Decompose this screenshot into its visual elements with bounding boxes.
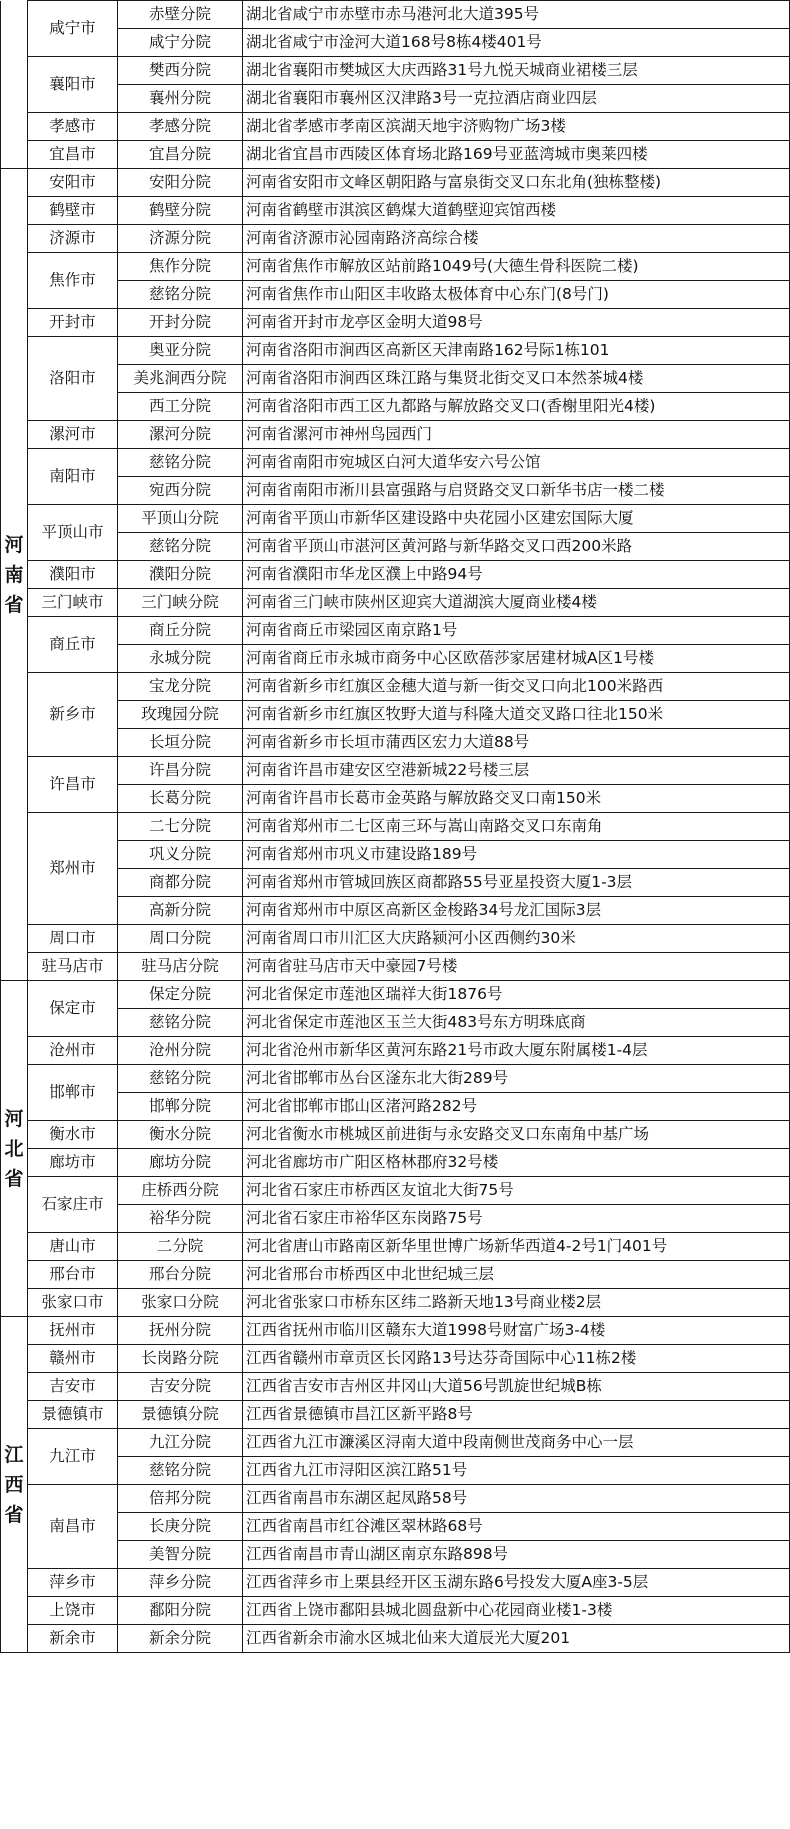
address-cell: 湖北省襄阳市樊城区大庆西路31号九悦天城商业裙楼三层: [243, 57, 790, 85]
address-cell: 河南省驻马店市天中豪园7号楼: [243, 953, 790, 981]
table-row: [1, 169, 790, 197]
branch-cell: 永城分院: [118, 645, 243, 673]
address-cell: 江西省南昌市青山湖区南京东路898号: [243, 1541, 790, 1569]
address-cell: 河南省平顶山市新华区建设路中央花园小区建宏国际大厦: [243, 505, 790, 533]
branch-cell: 长葛分院: [118, 785, 243, 813]
table-row: [1, 897, 790, 925]
table-row: [1, 1597, 790, 1625]
address-cell: 湖北省咸宁市赤壁市赤马港河北大道395号: [243, 1, 790, 29]
address-cell: 河北省保定市莲池区瑞祥大街1876号: [243, 981, 790, 1009]
table-row: [1, 1401, 790, 1429]
table-row: [1, 1541, 790, 1569]
address-cell: 河南省焦作市解放区站前路1049号(大德生骨科医院二楼): [243, 253, 790, 281]
city-cell: 沧州市: [28, 1037, 118, 1065]
table-row: [1, 1205, 790, 1233]
city-cell: 张家口市: [28, 1289, 118, 1317]
table-row: [1, 1009, 790, 1037]
city-cell: 宜昌市: [28, 141, 118, 169]
table-row: [1, 1261, 790, 1289]
city-cell: 濮阳市: [28, 561, 118, 589]
address-cell: 河南省许昌市建安区空港新城22号楼三层: [243, 757, 790, 785]
table-row: [1, 1121, 790, 1149]
table-row: [1, 757, 790, 785]
city-cell: 邢台市: [28, 1261, 118, 1289]
address-cell: 河南省洛阳市涧西区高新区天津南路162号际1栋101: [243, 337, 790, 365]
city-cell: 南昌市: [28, 1485, 118, 1569]
address-cell: 河北省石家庄市桥西区友谊北大街75号: [243, 1177, 790, 1205]
branch-cell: 焦作分院: [118, 253, 243, 281]
city-cell: 抚州市: [28, 1317, 118, 1345]
branch-cell: 慈铭分院: [118, 281, 243, 309]
address-cell: 江西省景德镇市昌江区新平路8号: [243, 1401, 790, 1429]
address-cell: 河南省漯河市神州鸟园西门: [243, 421, 790, 449]
address-cell: 河北省邯郸市丛台区滏东北大街289号: [243, 1065, 790, 1093]
table-row: [1, 197, 790, 225]
table-row: [1, 477, 790, 505]
address-cell: 河北省保定市莲池区玉兰大街483号东方明珠底商: [243, 1009, 790, 1037]
city-cell: 萍乡市: [28, 1569, 118, 1597]
table-row: [1, 85, 790, 113]
branch-cell: 慈铭分院: [118, 1065, 243, 1093]
branch-cell: 濮阳分院: [118, 561, 243, 589]
table-row: [1, 365, 790, 393]
table-row: [1, 589, 790, 617]
city-cell: 许昌市: [28, 757, 118, 813]
branch-cell: 周口分院: [118, 925, 243, 953]
address-cell: 河北省唐山市路南区新华里世博广场新华西道4-2号1门401号: [243, 1233, 790, 1261]
city-cell: 保定市: [28, 981, 118, 1037]
branch-cell: 开封分院: [118, 309, 243, 337]
branch-cell: 巩义分院: [118, 841, 243, 869]
city-cell: 吉安市: [28, 1373, 118, 1401]
address-cell: 江西省九江市濂溪区浔南大道中段南侧世茂商务中心一层: [243, 1429, 790, 1457]
city-cell: 济源市: [28, 225, 118, 253]
city-cell: 九江市: [28, 1429, 118, 1485]
city-cell: 鹤壁市: [28, 197, 118, 225]
city-cell: 襄阳市: [28, 57, 118, 113]
city-cell: 上饶市: [28, 1597, 118, 1625]
table-row: [1, 1093, 790, 1121]
branch-cell: 平顶山分院: [118, 505, 243, 533]
branch-cell: 鄱阳分院: [118, 1597, 243, 1625]
branch-cell: 吉安分院: [118, 1373, 243, 1401]
address-cell: 江西省萍乡市上栗县经开区玉湖东路6号投发大厦A座3-5层: [243, 1569, 790, 1597]
branch-cell: 美智分院: [118, 1541, 243, 1569]
branch-cell: 邯郸分院: [118, 1093, 243, 1121]
branch-cell: 保定分院: [118, 981, 243, 1009]
city-cell: 新乡市: [28, 673, 118, 757]
branch-cell: 襄州分院: [118, 85, 243, 113]
province-cell: [1, 1317, 28, 1653]
address-cell: 河南省濮阳市华龙区濮上中路94号: [243, 561, 790, 589]
table-row: [1, 449, 790, 477]
table-row: [1, 1177, 790, 1205]
address-cell: 河南省新乡市红旗区金穗大道与新一街交叉口向北100米路西: [243, 673, 790, 701]
branch-cell: 裕华分院: [118, 1205, 243, 1233]
branch-cell: 二七分院: [118, 813, 243, 841]
table-row: [1, 1569, 790, 1597]
city-cell: 石家庄市: [28, 1177, 118, 1233]
branch-cell: 新余分院: [118, 1625, 243, 1653]
branch-cell: 樊西分院: [118, 57, 243, 85]
table-row: [1, 421, 790, 449]
city-cell: 唐山市: [28, 1233, 118, 1261]
branch-cell: 慈铭分院: [118, 1457, 243, 1485]
table-row: [1, 1317, 790, 1345]
branch-cell: 咸宁分院: [118, 29, 243, 57]
table-row: [1, 29, 790, 57]
branch-cell: 慈铭分院: [118, 1009, 243, 1037]
branch-cell: 许昌分院: [118, 757, 243, 785]
city-cell: 南阳市: [28, 449, 118, 505]
branch-cell: 二分院: [118, 1233, 243, 1261]
table-row: [1, 1625, 790, 1653]
branch-cell: 沧州分院: [118, 1037, 243, 1065]
table-row: [1, 253, 790, 281]
branch-cell: 宝龙分院: [118, 673, 243, 701]
table-row: [1, 141, 790, 169]
city-cell: 郑州市: [28, 813, 118, 925]
branch-cell: 长垣分院: [118, 729, 243, 757]
address-cell: 江西省吉安市吉州区井冈山大道56号凯旋世纪城B栋: [243, 1373, 790, 1401]
branch-cell: 西工分院: [118, 393, 243, 421]
address-cell: 河南省周口市川汇区大庆路颍河小区西侧约30米: [243, 925, 790, 953]
city-cell: 焦作市: [28, 253, 118, 309]
branch-cell: 张家口分院: [118, 1289, 243, 1317]
address-cell: 河南省洛阳市涧西区珠江路与集贤北街交叉口本然茶城4楼: [243, 365, 790, 393]
address-cell: 河南省许昌市长葛市金英路与解放路交叉口南150米: [243, 785, 790, 813]
branch-cell: 驻马店分院: [118, 953, 243, 981]
table-row: [1, 729, 790, 757]
table-row: [1, 225, 790, 253]
city-cell: 三门峡市: [28, 589, 118, 617]
address-cell: 河南省南阳市淅川县富强路与启贤路交叉口新华书店一楼二楼: [243, 477, 790, 505]
table-row: [1, 281, 790, 309]
table-row: [1, 645, 790, 673]
city-cell: 景德镇市: [28, 1401, 118, 1429]
address-cell: 江西省新余市渝水区城北仙来大道辰光大厦201: [243, 1625, 790, 1653]
city-cell: 赣州市: [28, 1345, 118, 1373]
city-cell: 驻马店市: [28, 953, 118, 981]
table-row: [1, 1513, 790, 1541]
branch-cell: 倍邦分院: [118, 1485, 243, 1513]
city-cell: 新余市: [28, 1625, 118, 1653]
branch-cell: 景德镇分院: [118, 1401, 243, 1429]
city-cell: 平顶山市: [28, 505, 118, 561]
table-row: [1, 1345, 790, 1373]
table-row: [1, 953, 790, 981]
city-cell: 洛阳市: [28, 337, 118, 421]
branch-cell: 济源分院: [118, 225, 243, 253]
table-row: [1, 1429, 790, 1457]
address-cell: 江西省抚州市临川区赣东大道1998号财富广场3-4楼: [243, 1317, 790, 1345]
address-cell: 江西省上饶市鄱阳县城北圆盘新中心花园商业楼1-3楼: [243, 1597, 790, 1625]
table-row: [1, 337, 790, 365]
province-label: 河南省: [4, 533, 24, 616]
address-cell: 江西省赣州市章贡区长冈路13号达芬奇国际中心11栋2楼: [243, 1345, 790, 1373]
address-cell: 河南省焦作市山阳区丰收路太极体育中心东门(8号门): [243, 281, 790, 309]
table-row: [1, 1373, 790, 1401]
table-row: [1, 869, 790, 897]
province-label: 江西省: [4, 1443, 24, 1526]
branch-cell: 奥亚分院: [118, 337, 243, 365]
address-cell: 河南省南阳市宛城区白河大道华安六号公馆: [243, 449, 790, 477]
table-row: [1, 309, 790, 337]
province-cell: [1, 1, 28, 169]
table-row: [1, 701, 790, 729]
branch-cell: 高新分院: [118, 897, 243, 925]
table-row: [1, 1233, 790, 1261]
address-cell: 河南省开封市龙亭区金明大道98号: [243, 309, 790, 337]
branch-cell: 商丘分院: [118, 617, 243, 645]
branch-cell: 邢台分院: [118, 1261, 243, 1289]
table-row: [1, 1037, 790, 1065]
address-cell: 湖北省孝感市孝南区滨湖天地宇济购物广场3楼: [243, 113, 790, 141]
address-cell: 河南省新乡市红旗区牧野大道与科隆大道交叉路口往北150米: [243, 701, 790, 729]
address-cell: 江西省南昌市红谷滩区翠林路68号: [243, 1513, 790, 1541]
table-row: [1, 925, 790, 953]
table-row: [1, 1457, 790, 1485]
address-cell: 河南省济源市沁园南路济高综合楼: [243, 225, 790, 253]
table-row: [1, 841, 790, 869]
province-cell: [1, 169, 28, 981]
table-row: [1, 1149, 790, 1177]
city-cell: 周口市: [28, 925, 118, 953]
branch-cell: 长岗路分院: [118, 1345, 243, 1373]
branch-cell: 鹤壁分院: [118, 197, 243, 225]
address-cell: 河北省张家口市桥东区纬二路新天地13号商业楼2层: [243, 1289, 790, 1317]
address-cell: 河南省郑州市二七区南三环与嵩山南路交叉口东南角: [243, 813, 790, 841]
province-label: 河北省: [4, 1107, 24, 1190]
branch-cell: 九江分院: [118, 1429, 243, 1457]
branch-cell: 漯河分院: [118, 421, 243, 449]
branch-cell: 萍乡分院: [118, 1569, 243, 1597]
branch-cell: 三门峡分院: [118, 589, 243, 617]
address-cell: 江西省九江市浔阳区滨江路51号: [243, 1457, 790, 1485]
branch-cell: 庄桥西分院: [118, 1177, 243, 1205]
address-cell: 河南省新乡市长垣市蒲西区宏力大道88号: [243, 729, 790, 757]
address-cell: 河北省邯郸市邯山区渚河路282号: [243, 1093, 790, 1121]
address-cell: 河南省安阳市文峰区朝阳路与富泉街交叉口东北角(独栋整楼): [243, 169, 790, 197]
city-cell: 漯河市: [28, 421, 118, 449]
address-cell: 河北省衡水市桃城区前进街与永安路交叉口东南角中基广场: [243, 1121, 790, 1149]
address-cell: 河北省沧州市新华区黄河东路21号市政大厦东附属楼1-4层: [243, 1037, 790, 1065]
branch-cell: 抚州分院: [118, 1317, 243, 1345]
table-row: [1, 1, 790, 29]
branch-cell: 宜昌分院: [118, 141, 243, 169]
address-cell: 河南省鹤壁市淇滨区鹤煤大道鹤壁迎宾馆西楼: [243, 197, 790, 225]
table-row: [1, 533, 790, 561]
province-cell: [1, 981, 28, 1317]
address-cell: 河南省洛阳市西工区九都路与解放路交叉口(香榭里阳光4楼): [243, 393, 790, 421]
address-cell: 湖北省襄阳市襄州区汉津路3号一克拉酒店商业四层: [243, 85, 790, 113]
branch-cell: 廊坊分院: [118, 1149, 243, 1177]
address-cell: 河北省廊坊市广阳区格林郡府32号楼: [243, 1149, 790, 1177]
table-row: [1, 617, 790, 645]
table-row: [1, 561, 790, 589]
branch-cell: 安阳分院: [118, 169, 243, 197]
table-row: [1, 981, 790, 1009]
table-row: [1, 673, 790, 701]
address-cell: 河南省平顶山市湛河区黄河路与新华路交叉口西200米路: [243, 533, 790, 561]
table-row: [1, 1485, 790, 1513]
address-cell: 江西省南昌市东湖区起凤路58号: [243, 1485, 790, 1513]
branch-cell: 慈铭分院: [118, 533, 243, 561]
branch-cell: 衡水分院: [118, 1121, 243, 1149]
branch-cell: 玫瑰园分院: [118, 701, 243, 729]
table-row: [1, 785, 790, 813]
city-cell: 咸宁市: [28, 1, 118, 57]
table-row: [1, 1289, 790, 1317]
address-cell: 河南省商丘市梁园区南京路1号: [243, 617, 790, 645]
city-cell: 商丘市: [28, 617, 118, 673]
address-cell: 湖北省咸宁市淦河大道168号8栋4楼401号: [243, 29, 790, 57]
address-cell: 河南省郑州市管城回族区商都路55号亚星投资大厦1-3层: [243, 869, 790, 897]
branch-cell: 商都分院: [118, 869, 243, 897]
table-row: [1, 113, 790, 141]
address-cell: 河北省石家庄市裕华区东岗路75号: [243, 1205, 790, 1233]
branch-cell: 赤壁分院: [118, 1, 243, 29]
table-row: [1, 813, 790, 841]
address-cell: 河南省商丘市永城市商务中心区欧蓓莎家居建材城A区1号楼: [243, 645, 790, 673]
address-cell: 湖北省宜昌市西陵区体育场北路169号亚蓝湾城市奥莱四楼: [243, 141, 790, 169]
table-row: [1, 1065, 790, 1093]
branch-cell: 孝感分院: [118, 113, 243, 141]
address-cell: 河南省郑州市巩义市建设路189号: [243, 841, 790, 869]
branch-cell: 慈铭分院: [118, 449, 243, 477]
city-cell: 开封市: [28, 309, 118, 337]
branch-cell: 宛西分院: [118, 477, 243, 505]
table-body: [1, 1, 790, 1653]
city-cell: 廊坊市: [28, 1149, 118, 1177]
city-cell: 安阳市: [28, 169, 118, 197]
city-cell: 邯郸市: [28, 1065, 118, 1121]
city-cell: 衡水市: [28, 1121, 118, 1149]
branch-cell: 美兆涧西分院: [118, 365, 243, 393]
address-cell: 河北省邢台市桥西区中北世纪城三层: [243, 1261, 790, 1289]
table-row: [1, 393, 790, 421]
branch-cell: 长庚分院: [118, 1513, 243, 1541]
address-cell: 河南省三门峡市陕州区迎宾大道湖滨大厦商业楼4楼: [243, 589, 790, 617]
address-cell: 河南省郑州市中原区高新区金梭路34号龙汇国际3层: [243, 897, 790, 925]
city-cell: 孝感市: [28, 113, 118, 141]
table-row: [1, 505, 790, 533]
table-row: [1, 57, 790, 85]
